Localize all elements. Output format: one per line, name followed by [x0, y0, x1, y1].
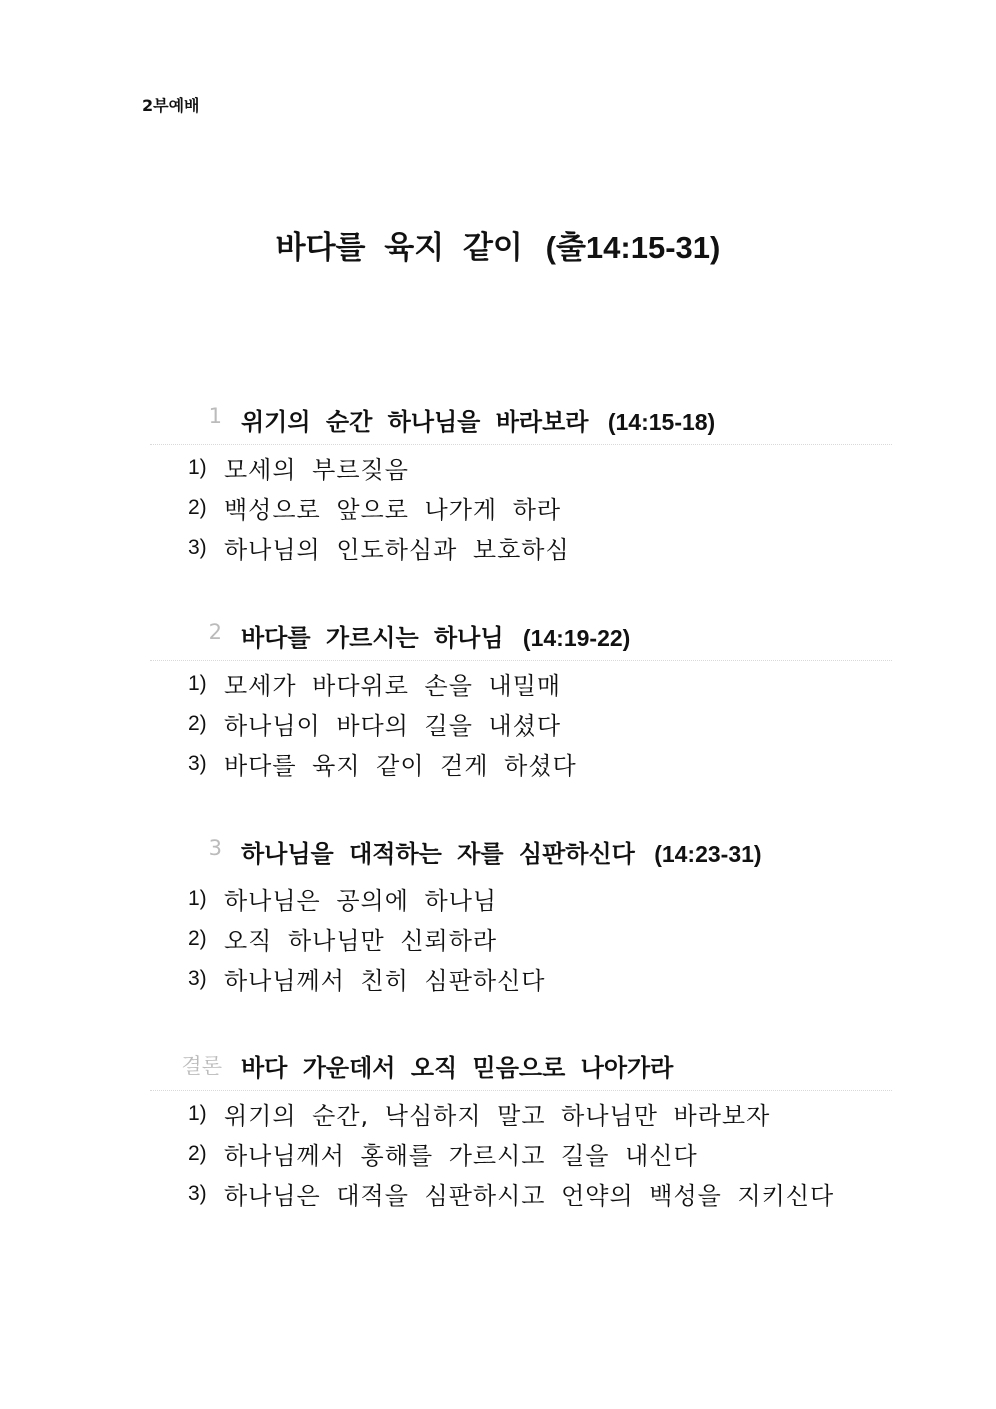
- item-number: 2): [188, 712, 207, 735]
- item-number: 3): [188, 1182, 207, 1205]
- section-heading: [150, 400, 892, 445]
- list-item: [150, 1131, 892, 1171]
- list-item: [150, 956, 892, 996]
- section-heading: [150, 616, 892, 661]
- item-number: 1): [188, 456, 207, 479]
- section-title: [241, 834, 762, 869]
- item-text: 바다를 육지 같이 걷게 하셨다: [224, 752, 577, 780]
- outline-section-conclusion: [150, 1046, 892, 1211]
- list-item: [150, 741, 892, 781]
- list-item: [150, 701, 892, 741]
- item-text: 오직 하나님만 신뢰하라: [224, 927, 498, 955]
- section-title-text: 위기의 순간 하나님을 바라보라: [241, 408, 589, 436]
- sermon-title: [0, 222, 996, 267]
- item-text: 모세가 바다위로 손을 내밀매: [224, 672, 562, 700]
- item-text: 하나님께서 친히 심판하신다: [224, 967, 546, 995]
- outline-section-2: [150, 616, 892, 781]
- section-title: [241, 402, 715, 437]
- item-number: 1): [188, 672, 207, 695]
- sermon-title-text: 바다를 육지 같이: [275, 230, 523, 266]
- item-number: 2): [188, 1142, 207, 1165]
- item-text: 하나님은 대적을 심판하시고 언약의 백성을 지키신다: [224, 1182, 835, 1210]
- section-heading: [150, 1046, 892, 1091]
- item-number: 3): [188, 752, 207, 775]
- section-number: 결론: [181, 1054, 222, 1078]
- section-title-text: 바다 가운데서 오직 믿음으로 나아가라: [241, 1054, 674, 1082]
- item-number: 3): [188, 536, 207, 559]
- section-title-text: 하나님을 대적하는 자를 심판하신다: [241, 840, 635, 868]
- item-number: 2): [188, 496, 207, 519]
- item-number: 3): [188, 967, 207, 990]
- list-item: [150, 485, 892, 525]
- section-title: [241, 1048, 673, 1083]
- section-number: 1: [208, 404, 222, 428]
- section-title: [241, 618, 630, 653]
- item-number: 1): [188, 887, 207, 910]
- list-item: [150, 661, 892, 701]
- section-item-list: [150, 1091, 892, 1211]
- section-title-text: 바다를 가르시는 하나님: [241, 624, 504, 652]
- section-item-list: [150, 445, 892, 565]
- outline-section-1: [150, 400, 892, 565]
- section-reference: (14:15-18): [607, 409, 716, 435]
- section-item-list: [150, 661, 892, 781]
- item-number: 1): [188, 1102, 207, 1125]
- item-text: 하나님께서 홍해를 가르시고 길을 내신다: [224, 1142, 698, 1170]
- sermon-reference: (출14:15-31): [545, 230, 721, 265]
- section-reference: (14:19-22): [522, 625, 631, 651]
- section-reference: (14:23-31): [654, 841, 762, 867]
- section-heading: [150, 832, 892, 876]
- service-label: 2부예배: [142, 96, 200, 115]
- item-text: 모세의 부르짖음: [224, 456, 409, 484]
- section-number: 2: [208, 620, 222, 644]
- list-item: [150, 1091, 892, 1131]
- list-item: [150, 916, 892, 956]
- list-item: [150, 525, 892, 565]
- list-item: [150, 876, 892, 916]
- list-item: [150, 1171, 892, 1211]
- item-text: 하나님이 바다의 길을 내셨다: [224, 712, 562, 740]
- section-item-list: [150, 876, 892, 996]
- item-text: 하나님은 공의에 하나님: [224, 887, 498, 915]
- item-text: 위기의 순간, 낙심하지 말고 하나님만 바라보자: [224, 1102, 771, 1130]
- item-text: 백성으로 앞으로 나가게 하라: [224, 496, 562, 524]
- item-number: 2): [188, 927, 207, 950]
- list-item: [150, 445, 892, 485]
- item-text: 하나님의 인도하심과 보호하심: [224, 536, 570, 564]
- section-number: 3: [208, 836, 222, 860]
- outline-section-3: [150, 832, 892, 996]
